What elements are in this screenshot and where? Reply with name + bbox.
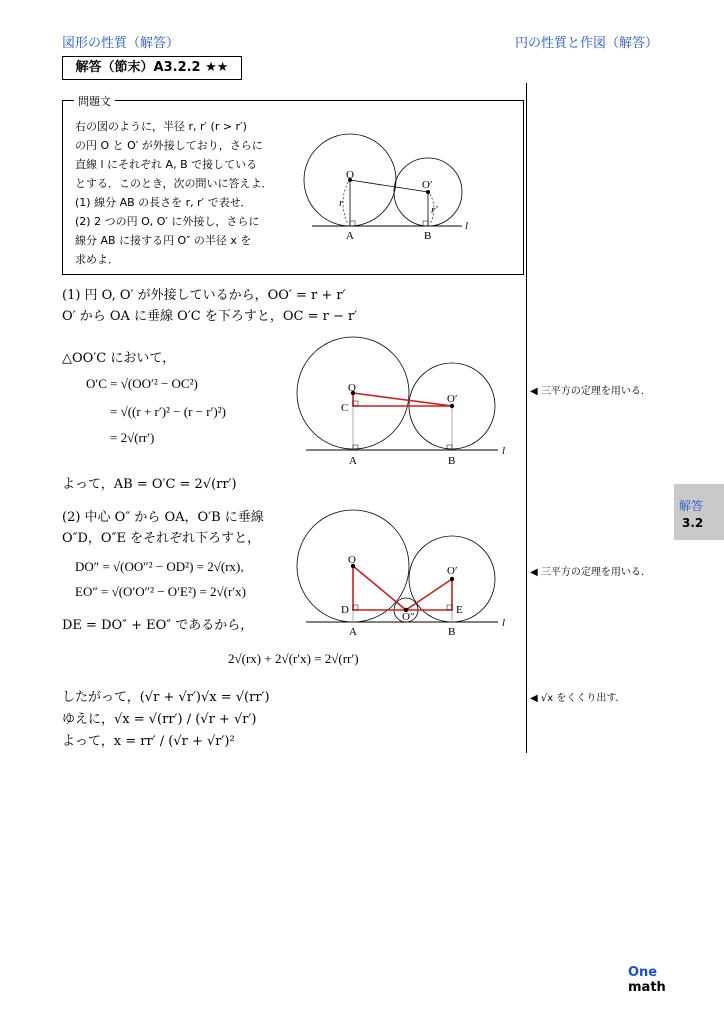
point-o-prime	[450, 577, 454, 581]
problem-line: の円 O と O′ が外接しており，さらに	[75, 139, 263, 152]
label-a: A	[346, 230, 354, 242]
label-o: O	[348, 382, 356, 394]
margin-divider	[526, 83, 527, 753]
right-angle-b	[423, 221, 428, 226]
header-left-title: 図形の性質（解答）	[62, 36, 180, 51]
part2-line6: よって，x = rr′ / (√r + √r′)²	[62, 734, 235, 749]
red-path-left	[353, 566, 406, 610]
problem-figure	[300, 130, 480, 245]
part2-line5: ゆえに，√x = √(rr′) / (√r + √r′)	[62, 712, 257, 727]
problem-line: (1) 線分 AB の長さを r, r′ で表せ．	[75, 196, 252, 209]
side-tab-label: 解答	[679, 499, 704, 513]
logo-math: math	[628, 980, 666, 995]
part2-line3: DE = DO″ + EO″ であるから，	[62, 618, 254, 633]
note-pythagoras-1: ◀ 三平方の定理を用いる．	[530, 386, 651, 397]
note-factor-sqrt-x: ◀ √x をくくり出す．	[530, 693, 626, 704]
part2-line4: したがって，(√r + √r′)√x = √(rr′)	[62, 690, 270, 705]
problem-line: (2) 2 つの円 O, O′ に外接し，さらに	[75, 215, 260, 228]
label-o-prime: O′	[447, 565, 458, 577]
figure-part2	[296, 510, 511, 640]
side-tab	[674, 484, 724, 540]
right-angle-a	[350, 221, 355, 226]
header-right-title: 円の性質と作図（解答）	[514, 36, 658, 51]
part2-line2: O″D，O″E をそれぞれ下ろすと，	[62, 531, 261, 546]
label-l: l	[465, 220, 469, 232]
label-o-prime: O′	[422, 179, 433, 191]
figure-part1	[296, 336, 511, 466]
problem-line: 求めよ．	[75, 253, 119, 266]
part2-line1: (2) 中心 O″ から OA，O′B に垂線	[62, 510, 264, 525]
part1-conclusion: よって，AB = O′C = 2√(rr′)	[62, 477, 237, 492]
label-d: D	[341, 604, 349, 616]
label-l: l	[502, 445, 506, 457]
part1-eq3: = 2√(rr′)	[110, 430, 155, 445]
note-pythagoras-2: ◀ 三平方の定理を用いる．	[530, 567, 651, 578]
label-o: O	[346, 169, 354, 181]
label-e: E	[456, 604, 463, 616]
problem-line: 線分 AB に接する円 O″ の半径 x を	[75, 234, 252, 247]
part1-line1: (1) 円 O, O′ が外接しているから，OO′ = r + r′	[62, 288, 346, 303]
part1-line2: O′ から OA に垂線 O′C を下ろすと，OC = r − r′	[62, 309, 358, 324]
answer-title-box: 解答（節末）A3.2.2 ★★	[62, 56, 242, 80]
label-r-prime: r′	[431, 204, 438, 216]
logo-one: One	[628, 965, 658, 980]
problem-label: 問題文	[74, 93, 115, 109]
label-b: B	[448, 626, 456, 638]
radius-brace-r	[343, 182, 348, 224]
label-a: A	[349, 626, 357, 638]
label-l: l	[502, 617, 506, 629]
label-c: C	[341, 402, 349, 414]
part2-eq2: EO″ = √(O′O″² − O′E²) = 2√(r′x)	[75, 584, 246, 599]
label-o-dprime: O″	[402, 611, 415, 623]
problem-line: 右の図のように，半径 r, r′ (r > r′)	[75, 120, 247, 133]
problem-line: とする．このとき，次の問いに答えよ．	[75, 177, 273, 190]
triangle-oo-prime-c	[353, 393, 452, 406]
onemath-logo	[628, 965, 666, 995]
label-o: O	[348, 554, 356, 566]
part2-eq3: 2√(rx) + 2√(r′x) = 2√(rr′)	[228, 651, 359, 666]
label-b: B	[424, 230, 432, 242]
segment-oo-prime	[350, 180, 428, 192]
part1-line3: △OO′C において，	[62, 351, 176, 366]
problem-line: 直線 l にそれぞれ A, B で接している	[75, 158, 258, 171]
part2-eq1: DO″ = √(OO″² − OD²) = 2√(rx),	[75, 559, 244, 574]
label-b: B	[448, 455, 456, 467]
red-path-right	[406, 579, 452, 610]
label-a: A	[349, 455, 357, 467]
side-tab-number: 3.2	[682, 516, 704, 530]
label-r: r	[339, 197, 344, 209]
part1-eq1: O′C = √(OO′² − OC²)	[86, 376, 198, 391]
part1-eq2: = √((r + r′)² − (r − r′)²)	[110, 404, 226, 419]
label-o-prime: O′	[447, 393, 458, 405]
